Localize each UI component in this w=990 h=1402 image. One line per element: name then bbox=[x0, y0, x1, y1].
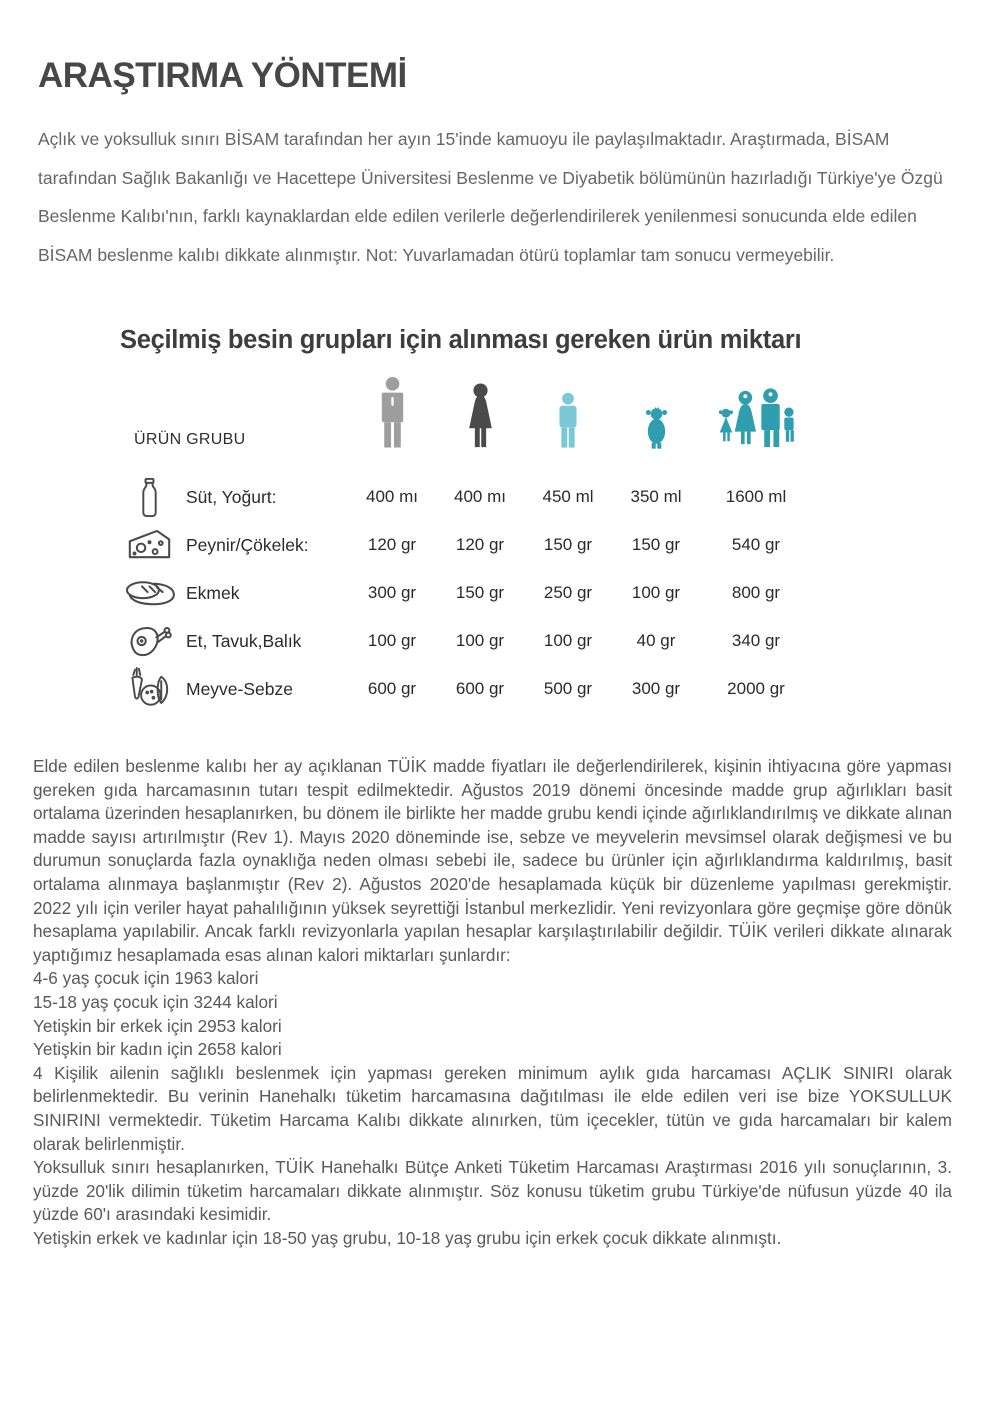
cheese-icon bbox=[120, 521, 178, 569]
quantity-value: 150 gr bbox=[543, 535, 593, 554]
quantity-value: 250 gr bbox=[543, 583, 593, 602]
calorie-line: Yetişkin bir kadın için 2658 kalori bbox=[33, 1039, 282, 1060]
column-family bbox=[700, 363, 812, 449]
quantity-value: 300 gr bbox=[367, 583, 417, 602]
man-icon bbox=[375, 376, 410, 449]
quantity-value: 300 gr bbox=[631, 679, 681, 698]
intro-paragraph: Açlık ve yoksulluk sınırı BİSAM tarafından her ayın 15'inde kamuoyu ile paylaşılmaktadır. Araştırmada, BİSAM tarafından Sağlık Bakanlığı ve Hacettepe Üniversitesi Beslenme ve Diyabetik bölümünün hazırladığı Türkiye'ye Özgü Beslenme Kalıbı'nın, farklı kaynaklardan elde edilen verilerle değerlendirilerek yenilenmesi sonucunda elde edilen BİSAM beslenme kalıbı dikkate alınmıştır. Not: Yuvarlamadan ötürü toplamlar tam sonucu vermeyebilir. bbox=[38, 129, 943, 265]
column-small-child bbox=[612, 363, 700, 449]
quantity-value: 600 gr bbox=[367, 679, 417, 698]
food-group-label: Meyve-Sebze bbox=[186, 678, 293, 699]
quantity-value: 150 gr bbox=[455, 583, 505, 602]
quantity-value: 400 mı bbox=[366, 487, 418, 506]
body-paragraph-2: 4 Kişilik ailenin sağlıklı beslenmek için yapması gereken minimum aylık gıda harcaması AÇLIK SINIRI olarak belirlenmektedir. Bu verinin Hanehalkı tüketim harcamasına dağıtılması ile elde edilen veri ise bize YOKSULLUK SINIRINI vermektedir. Tüketim Harcama Kalıbı dikkate alınırken, tüm içecekler, tütün ve gıda harcamaları bir kalem olarak belirlenmiştir. bbox=[33, 1062, 952, 1154]
quantity-value: 1600 ml bbox=[725, 487, 787, 506]
food-group-label: Peynir/Çökelek: bbox=[186, 534, 309, 555]
quantity-value: 540 gr bbox=[731, 535, 781, 554]
page-title: ARAŞTIRMA YÖNTEMİ bbox=[38, 56, 407, 95]
quantity-value: 100 gr bbox=[543, 631, 593, 650]
milk-bottle-icon bbox=[120, 473, 178, 521]
product-group-header: ÜRÜN GRUBU bbox=[134, 431, 246, 448]
child-icon bbox=[644, 404, 669, 449]
bread-icon bbox=[120, 569, 178, 617]
quantity-grid bbox=[120, 363, 820, 713]
calorie-line: 15-18 yaş çocuk için 3244 kalori bbox=[33, 991, 278, 1012]
teen-boy-icon bbox=[554, 392, 582, 449]
quantity-value: 600 gr bbox=[455, 679, 505, 698]
methodology-body bbox=[0, 713, 990, 1250]
quantity-value: 120 gr bbox=[367, 535, 417, 554]
quantity-value: 2000 gr bbox=[727, 679, 785, 698]
quantity-value: 450 ml bbox=[542, 487, 594, 506]
quantity-value: 340 gr bbox=[731, 631, 781, 650]
produce-icon bbox=[120, 665, 178, 713]
food-group-label: Ekmek bbox=[186, 582, 240, 603]
food-quantity-table bbox=[120, 326, 820, 713]
quantity-value: 150 gr bbox=[631, 535, 681, 554]
calorie-line: 4-6 yaş çocuk için 1963 kalori bbox=[33, 968, 259, 989]
meat-icon bbox=[120, 617, 178, 665]
family-icon bbox=[715, 387, 797, 449]
column-adult-man bbox=[348, 363, 436, 449]
quantity-value: 100 gr bbox=[367, 631, 417, 650]
quantity-value: 500 gr bbox=[543, 679, 593, 698]
food-group-label: Et, Tavuk,Balık bbox=[186, 630, 302, 651]
food-group-label: Süt, Yoğurt: bbox=[186, 486, 277, 507]
quantity-value: 350 ml bbox=[630, 487, 682, 506]
quantity-value: 400 mı bbox=[454, 487, 506, 506]
body-paragraph-4: Yetişkin erkek ve kadınlar için 18-50 yaş grubu, 10-18 yaş grubu için erkek çocuk dikkate alınmıştı. bbox=[33, 1227, 782, 1248]
calorie-line: Yetişkin bir erkek için 2953 kalori bbox=[33, 1015, 282, 1036]
table-title: Seçilmiş besin grupları için alınması gereken ürün miktarı bbox=[120, 326, 802, 354]
woman-icon bbox=[462, 383, 499, 449]
column-adult-woman bbox=[436, 363, 524, 449]
quantity-value: 100 gr bbox=[631, 583, 681, 602]
quantity-value: 120 gr bbox=[455, 535, 505, 554]
quantity-value: 800 gr bbox=[731, 583, 781, 602]
body-paragraph-1: Elde edilen beslenme kalıbı her ay açıklanan TÜİK madde fiyatları ile değerlendirilerek, kişinin ihtiyacına göre yapması gereken gıda harcamasının tutarı tespit edilmektedir. Ağustos 2019 dönemi öncesinde madde grup ağırlıkları basit ortalama üzerinden hesaplanırken, bu dönem ile birlikte her madde grubu kendi içinde ağırlıklandırılmış ve dikkate alınan madde sayısı artırılmıştır (Rev 1). Mayıs 2020 döneminde ise, sebze ve meyvelerin mevsimsel olarak değişmesi ve bu durumun sonuçlarda fazla oynaklığa neden olması sebebi ile, sadece bu ürünler için ağırlıklandırma kaldırılmış, basit ortalama alınmaya başlanmıştır (Rev 2). Ağustos 2020'de hesaplamada küçük bir düzenleme yapılması gerekmiştir. 2022 yılı için veriler hayat pahalılığının yüksek seyrettiği İstanbul merkezlidir. Yeni revizyonlara göre geçmişe göre dönük hesaplama yapılabilir. Ancak farklı revizyonlarla yapılan hesaplar karşılaştırılabilir değildir. TÜİK verileri dikkate alınarak yaptığımız hesaplamada esas alınan kalori miktarları şunlardır: bbox=[33, 756, 952, 965]
column-teen-child bbox=[524, 363, 612, 449]
body-paragraph-3: Yoksulluk sınırı hesaplanırken, TÜİK Hanehalkı Bütçe Anketi Tüketim Harcaması Araştırması 2016 yılı sonuçlarının, 3. yüzde 20'lik dilimin tüketim harcamaları dikkate alınmıştır. Söz konusu tüketim grubu Türkiye'de nüfusun yüzde 40 ila yüzde 60'ı arasındaki kesimidir. bbox=[33, 1157, 952, 1225]
quantity-value: 40 gr bbox=[636, 631, 676, 650]
quantity-value: 100 gr bbox=[455, 631, 505, 650]
